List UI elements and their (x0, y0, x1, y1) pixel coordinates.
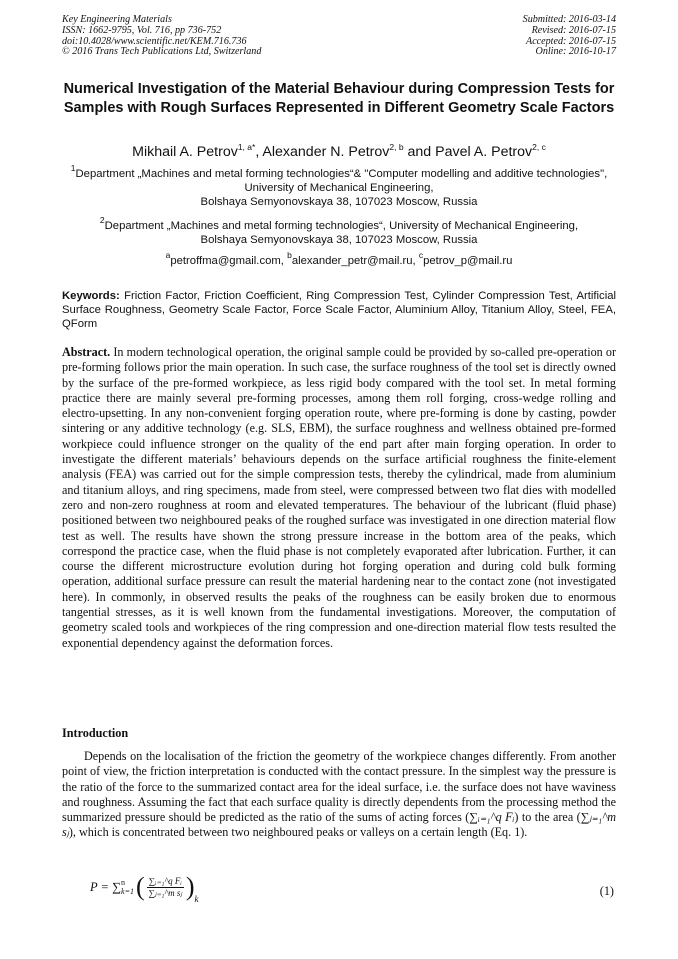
intro-math-forces: ∑ᵢ₌₁^q Fᵢ (469, 810, 515, 825)
email-sup: a (165, 250, 171, 260)
author-list (62, 143, 616, 161)
equation-lhs: P = ∑ (90, 879, 122, 894)
journal-copyright: © 2016 Trans Tech Publications Ltd, Switzerland (62, 46, 262, 58)
keywords-block (62, 289, 616, 332)
equation-paren-subscript: k (194, 894, 199, 904)
date-accepted: Accepted: 2016-07-15 (526, 35, 616, 47)
abstract-text: In modern technological operation, the original sample could be provided by so-called pre-operation or pre-forming follows prior the main operation. In such case, the surface roughness of the tool set is directly owned by the surface of the pre-formed workpiece, as less rigid body compared with the tool set. In metal forming practice there are mainly several pre-forming processes, among them roll forging, cross-wedge rolling and electro-upsetting. In any non-convenient forging operation route, where pre-forming is done by casting, powder sintering or any additive technology (e.g. SLS, EBM), the surface roughness and wellness obtained pre-formed workpiece could influence stronger on the quality of the end part after main forging operation. In order to investigate the different materials’ behaviours depends on the surface artificial roughness the finite-element analysis (FEA) was carried out for the simple compression tests, thereby the cylindrical, made from aluminium and titanium alloys, and ring specimens, made from steel, were compressed between two flat dies with modelled zero and non-zero roughness at room and elevated temperatures. The behaviour of the lubricant (fluid phase) positioned between two neighboured peaks of the roughed surface was investigated in one direction material flow test as well. The results have shown the strong pressure increase in the bottom area of the peaks, which correspond the practice case, when the fluid phase is not completely evaporated after lubrication. Further, it can course the different microstructure evolution during hot forging operation and during cold bulk forming operation, additional surface pressure can result the material hardening near to the contact zone (not investigated here). In commonly, in observed results the peaks of the roughness can be easily broken due to enormous tangential stresses, as it is well known from the fundamental investigations. Moreover, the computation of geometry scaled tools and workpieces of the ring compression and one-direction material flow tests resulted the exponential dependency against the deformation forces. (62, 345, 616, 650)
introduction-heading: Introduction (62, 726, 129, 740)
author-name: Pavel A. Petrov (435, 144, 533, 160)
author-affil-sup: 2, c (532, 142, 546, 152)
email-address[interactable]: alexander_petr@mail.ru (291, 255, 413, 267)
date-submitted: Submitted: 2016-03-14 (522, 14, 616, 25)
journal-name: Key Engineering Materials (62, 14, 172, 25)
equation-denominator: ∑ⱼ₌₁^m sⱼ (148, 887, 182, 898)
affiliation-line: Bolshaya Semyonovskaya 38, 107023 Moscow, Russia (200, 234, 478, 246)
date-revised: Revised: 2016-07-15 (531, 24, 616, 36)
equation-left-paren: ( (135, 872, 145, 901)
email-address[interactable]: petrov_p@mail.ru (423, 255, 513, 267)
equation-right-paren: ) (185, 872, 195, 901)
email-list: $^a$petroffma@gmail.com, $^b$alexander_petr@mail.ru, $^c$petrov_p@mail.ru (165, 250, 513, 267)
author-name: Alexander N. Petrov (262, 144, 390, 160)
journal-header-left (62, 15, 261, 58)
email-address[interactable]: petroffma@gmail.com (170, 255, 281, 267)
paper-title: Numerical Investigation of the Material Behaviour during Compression Tests for Samples with Rough Surfaces Represented in Different Geometry Scale Factors (63, 81, 615, 116)
equation-1 (90, 872, 199, 904)
author-and: and (403, 144, 436, 160)
affiliation-2 (62, 215, 616, 247)
equation-number: (1) (599, 884, 614, 898)
author-separator: , (255, 144, 263, 160)
equation-numerator: ∑ᵢ₌₁^q Fᵢ (148, 875, 182, 886)
author-affil-sup: 2, b (389, 142, 404, 152)
equation-sum-lower: k=1 (121, 887, 134, 896)
affiliation-line: Department „Machines and metal forming technologies“, University of Mechanical Engineering, (104, 220, 579, 232)
intro-text-before: Depends on the localisation of the friction the geometry of the workpiece changes differently. From another point of view, the friction interpretation is conducted with the contact pressure. In the simplest way the pressure is the ratio of the force to the summarized contact area for the ideal surface, i.e. the surface does not have waviness and roughness. Assuming the fact that each surface quality is directly dependents from the processing method the summarized pressure should be predicted as the ratio of the sums of acting forces ( (62, 749, 616, 825)
intro-text-after: ), which is concentrated between two neighboured peaks or valleys on a certain length (Eq. 1). (68, 825, 528, 840)
equation-sum-limits (121, 878, 134, 896)
affiliation-sup: 2 (99, 215, 105, 225)
affiliation-line: Department „Machines and metal forming technologies“& "Computer modelling and additive technologies", University of Mechanical Engineering, (75, 168, 608, 194)
intro-text-mid: ) to the area ( (514, 810, 581, 825)
equation-fraction (147, 876, 184, 899)
keywords-label: Keywords: (62, 290, 120, 302)
affiliation-1 (62, 163, 616, 209)
author-affil-sup: 1, a* (237, 142, 256, 152)
journal-issn: ISSN: 1662-9795, Vol. 716, pp 736-752 (62, 24, 222, 36)
author-name: Mikhail A. Petrov (132, 144, 238, 160)
intro-math-area: ∑ⱼ₌₁^m sⱼ (62, 810, 616, 840)
keywords-text: Friction Factor, Friction Coefficient, Ring Compression Test, Cylinder Compression Test, Artificial Surface Roughness, Geometry Scale Factor, Force Scale Factor, Aluminium Alloy, Titanium Alloy, Steel, FEA, QForm (62, 290, 617, 331)
date-online: Online: 2016-10-17 (535, 46, 616, 58)
affiliation-line: Bolshaya Semyonovskaya 38, 107023 Moscow, Russia (200, 196, 478, 208)
introduction-paragraph (62, 749, 616, 841)
email-sup: b (287, 250, 292, 260)
journal-doi: doi:10.4028/www.scientific.net/KEM.716.736 (62, 35, 247, 47)
journal-header-right (523, 15, 616, 58)
affiliation-sup: 1 (70, 163, 76, 173)
abstract-block (62, 345, 616, 651)
email-sup: c (418, 250, 424, 260)
equation-sum-upper: n (121, 878, 126, 887)
abstract-label: Abstract. (62, 345, 111, 359)
